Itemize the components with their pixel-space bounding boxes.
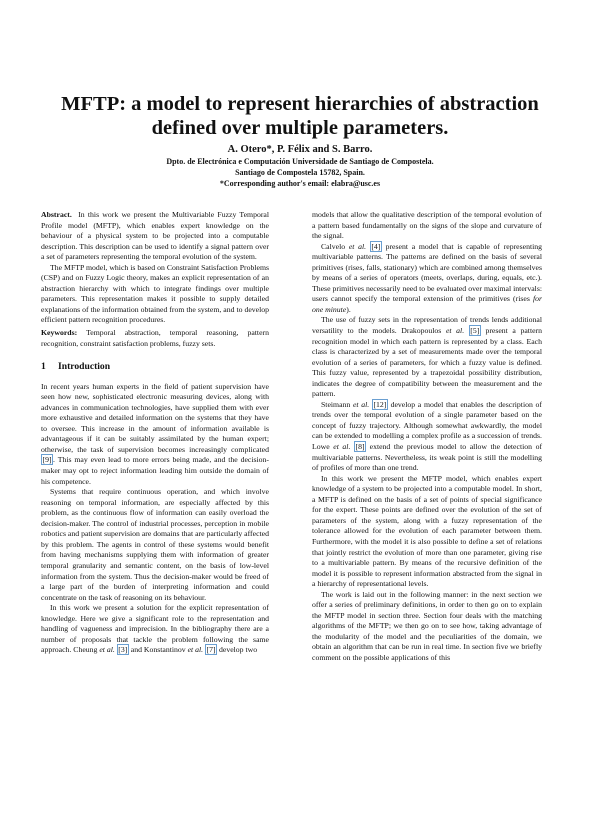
keywords-label: Keywords: bbox=[41, 328, 78, 338]
citation-link[interactable]: [9] bbox=[42, 455, 52, 465]
intro-paragraph-4 bbox=[312, 242, 542, 316]
intro-paragraph-5 bbox=[312, 315, 542, 399]
intro-text: and Konstantinov bbox=[130, 645, 186, 655]
citation-link[interactable]: [7] bbox=[206, 645, 216, 655]
affiliation-line-3: *Corresponding author's email: elabra@usc.es bbox=[219, 178, 381, 188]
et-al: et al. bbox=[333, 442, 351, 452]
abstract-text-1: In this work we present the Multivariable Fuzzy Temporal Profile model (MFTP), which enables expert knowledge on the behaviour of a physical system to be projected into a computable description. This description can be used to identify a signal pattern over a set of parameters representing the temporal evolution of the system. bbox=[41, 210, 269, 262]
italic-phrase: for one minute bbox=[312, 294, 543, 314]
citation-link[interactable]: [3] bbox=[118, 645, 128, 655]
title-line-1: MFTP: a model to represent hierarchies of abstraction bbox=[61, 93, 539, 115]
title-line-2: defined over multiple parameters. bbox=[151, 117, 449, 139]
intro-paragraph-6 bbox=[312, 400, 542, 474]
citation-link[interactable]: [12] bbox=[373, 399, 387, 409]
keywords-text: Temporal abstraction, temporal reasoning, pattern recognition, constraint satisfaction problems, fuzzy sets. bbox=[41, 328, 269, 348]
intro-text: develop a model that enables the description of trends over the temporal evolution of a single parameter based on the concept of fuzzy trajectory. Although somewhat awkwardly, the model can be extended to modelling a complex profile as a succession of trends. Lowe bbox=[312, 399, 543, 452]
citation-link[interactable]: [5] bbox=[470, 326, 480, 336]
intro-paragraph-8: The work is laid out in the following manner: in the next section we offer a series of preliminary definitions, in order to then go on to explain the MFTP model in section three. Section four deals with the matching algorithms of the MFTP; we then go on to see how, taking advantage of the modularity of the model and the peculiarities of the domain, we obtain an algorithm that can be run in real time. In section five we briefly comment on the possible applications of this bbox=[312, 589, 542, 662]
left-column bbox=[41, 210, 269, 656]
intro-paragraph-2: Systems that require continuous operation, and which involve reasoning on temporal information, are especially affected by this problem, as the continuous flow of information can easily overload the decision-maker. The control of industrial processes, perception in mobile robotics and patient supervision are domains that are particularly affected by this problem. The agents in control of these systems would benefit from having mechanisms supplying them with information of greater temporal granularity and semantic content, on the basis of low-level information from the system. Thus the decision-maker would be freed of a large part of the burden of interpreting information and could concentrate on the task of reasoning on its behaviour. bbox=[41, 487, 269, 602]
intro-paragraph-3 bbox=[41, 603, 269, 656]
affiliation-line-2: Santiago de Compostela 15782, Spain. bbox=[235, 167, 365, 177]
intro-text: extend the previous model to allow the detection of multivariable patterns. Nevertheless, its weak point is still the modelling of profiles of more than one trend. bbox=[312, 442, 543, 473]
citation-link[interactable]: [8] bbox=[355, 442, 365, 452]
abstract-label: Abstract. bbox=[41, 210, 72, 219]
abstract-paragraph-1 bbox=[41, 210, 269, 263]
paper-title bbox=[40, 92, 560, 140]
citation-link[interactable]: [4] bbox=[371, 241, 381, 251]
affiliation-line-1: Dpto. de Electrónica e Computación Universidade de Santiago de Compostela. bbox=[166, 157, 434, 166]
right-column bbox=[312, 210, 542, 664]
intro-paragraph-3-continued: models that allow the qualitative description of the temporal evolution of a pattern based fundamentally on the signs of the slope and curvature of the signal. bbox=[312, 210, 542, 241]
intro-text: develop two bbox=[219, 645, 258, 655]
intro-paragraph-7: In this work we present the MFTP model, which enables expert knowledge of a system to be projected into a computable model. In short, a MFTP is defined on the basis of a set of points of special significance for the expert. These points are defined over the evolution of the set of parameters of the system, along with a fuzzy representation of the tolerance allowed for the evolution of each parameter between them. Furthermore, with the model it is also possible to define a set of relations that jointly restrict the evolution of more than one parameter, giving rise to a multivariable pattern. By means of the recursive definition of the model it is possible to represent information abstracted from the signal in a hierarchy of representational levels. bbox=[312, 473, 542, 589]
et-al: et al. bbox=[445, 326, 465, 336]
author-list: A. Otero*, P. Félix and S. Barro. bbox=[227, 144, 373, 155]
intro-text: present a model that is capable of representing multivariable patterns. The patterns are defined on the basis of several primitives (rises, falls, stationary) which are combined among themselves by means of a series of operators (meets, overlaps, during, equals, etc.). These primitives necessarily need to be evaluated over maximal intervals: users cannot specify the temporal extension of the primitives (rises bbox=[312, 241, 543, 304]
abstract-paragraph-2: The MFTP model, which is based on Constraint Satisfaction Problems (CSP) and on Fuzzy Logic theory, makes an explicit representation of an abstraction hierarchy with which to integrate findings over multiple parameters. This representation makes it possible to supply detailed explanations of the information obtained from the system, and to develop efficient pattern recognition procedures. bbox=[41, 262, 269, 325]
intro-text: ). bbox=[346, 304, 351, 314]
intro-text: present a pattern recognition model in which each pattern is represented by a class. Each class is characterized by a set of measurements made over the temporal evolution of a series of parameters, for which a fuzzy value is defined. This fuzzy value, represented by a trapezoidal possibility distribution, indicates the degree of compatibility between the measurement and the pattern. bbox=[312, 326, 543, 399]
intro-text: In recent years human experts in the field of patient supervision have seen how new, sophisticated electronic measuring devices, along with advances in communication technologies, have supplied them with ever more exhaustive and detailed information on the systems that they have to oversee. This increase in the amount of information available is advantageous if it can be suitably assimilated by the human expert; otherwise, the task of supervision becomes increasingly complicated bbox=[41, 381, 269, 454]
intro-text: The use of fuzzy sets in the representation of trends lends additional versatility to the models. Drakopoulos bbox=[312, 315, 542, 336]
section-number: 1 bbox=[41, 361, 46, 373]
et-al: et al. bbox=[99, 645, 115, 655]
intro-text: In this work we present a solution for the explicit representation of knowledge. Here we give a significant role to the representation and handling of vagueness and imprecision. In the bibliography there are a number of proposals that tackle the problem following the same approach. Cheung bbox=[41, 603, 269, 655]
intro-paragraph-1 bbox=[41, 382, 269, 487]
intro-text: Steimann bbox=[321, 399, 351, 409]
intro-text: Calvelo bbox=[321, 241, 346, 251]
section-heading-introduction bbox=[41, 362, 269, 373]
et-al: et al. bbox=[348, 241, 367, 251]
intro-text: . This may even lead to more errors being made, and the decision-maker may opt to reject information leading him outside the domain of his competence. bbox=[41, 455, 269, 486]
keywords-paragraph bbox=[41, 328, 269, 349]
et-al: et al. bbox=[187, 645, 204, 655]
affiliation bbox=[40, 157, 560, 189]
et-al: et al. bbox=[352, 399, 370, 409]
section-title: Introduction bbox=[58, 361, 111, 373]
